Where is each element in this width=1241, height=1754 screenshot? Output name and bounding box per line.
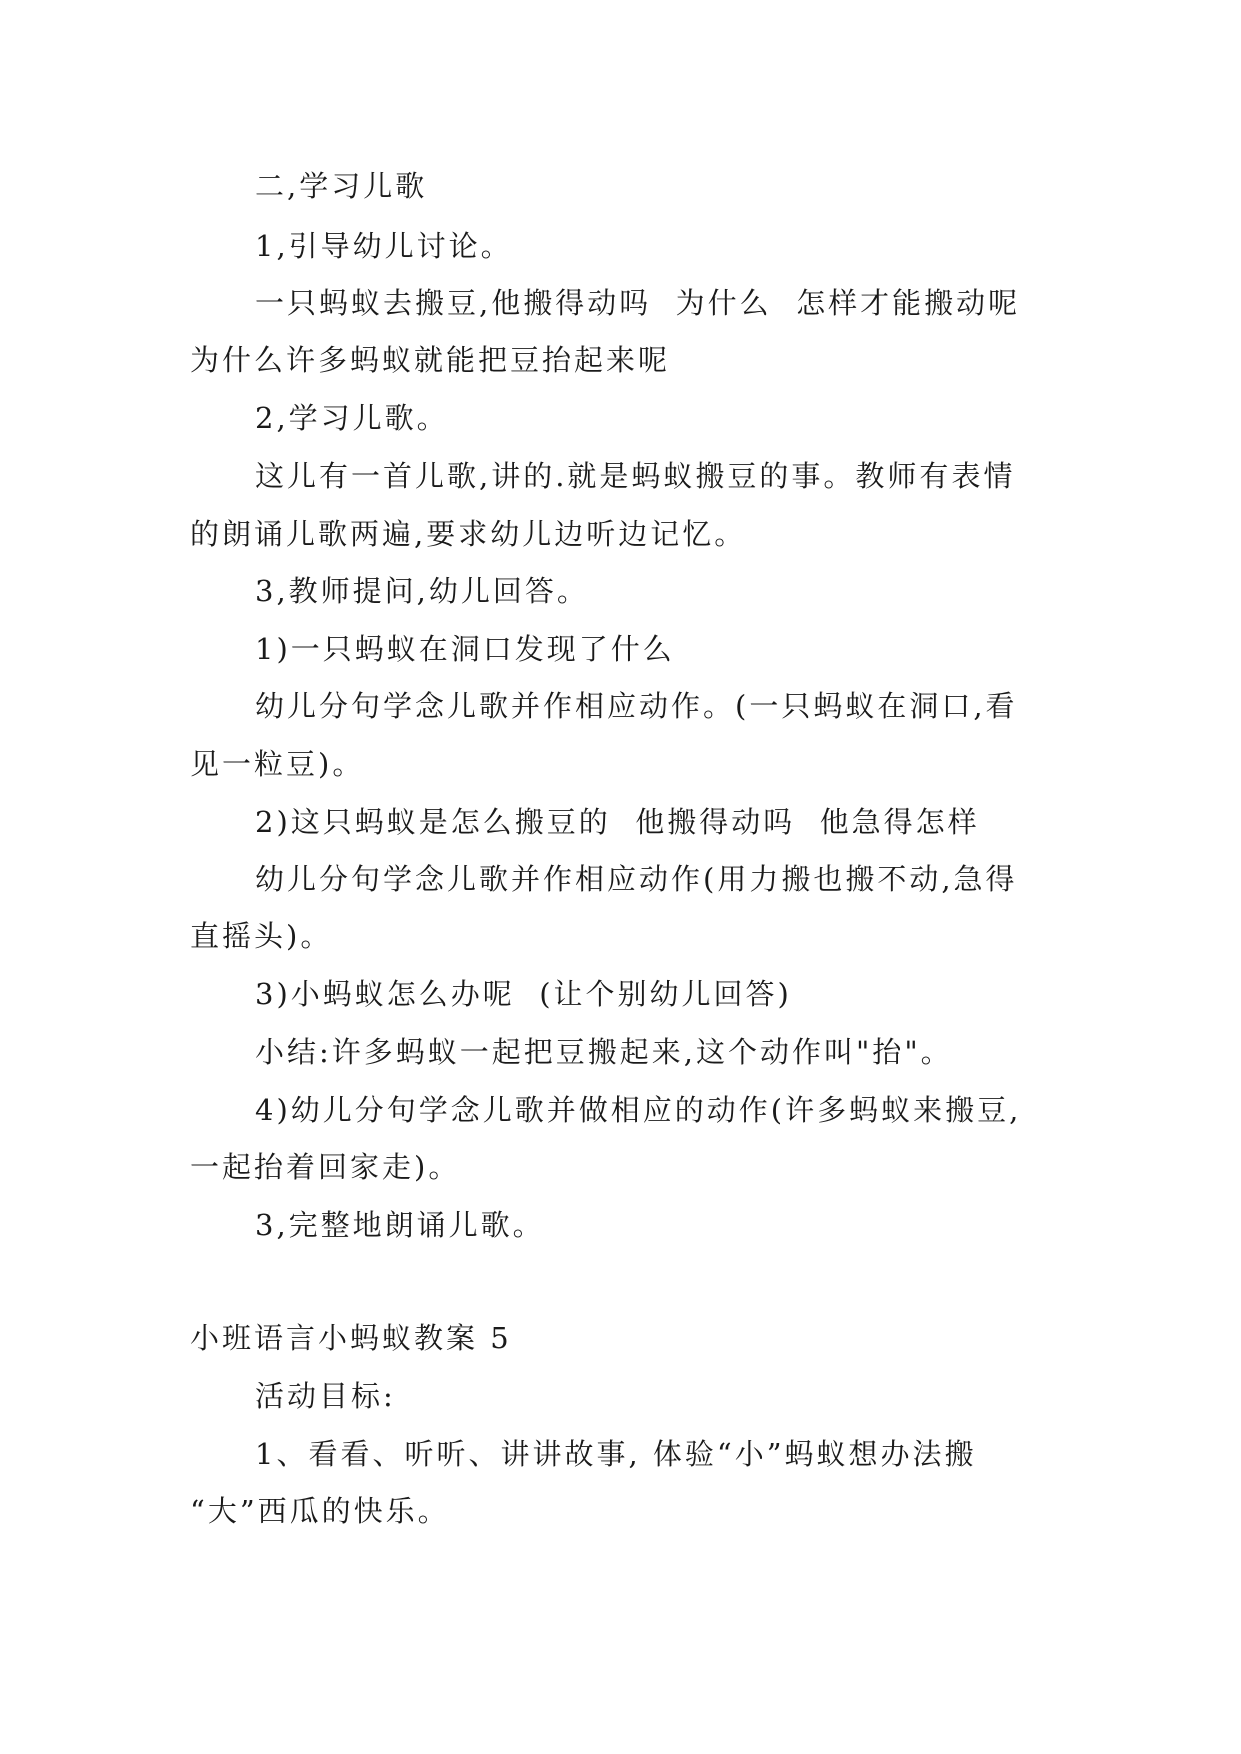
paragraph-line: 2)这只蚂蚁是怎么搬豆的 他搬得动吗 他急得怎样 bbox=[255, 805, 980, 839]
section-heading: 小班语言小蚂蚁教案 5 bbox=[190, 1321, 512, 1355]
paragraph-line: 为什么许多蚂蚁就能把豆抬起来呢 bbox=[190, 343, 671, 377]
paragraph-line: 直摇头)。 bbox=[190, 919, 333, 953]
paragraph-line: 3,完整地朗诵儿歌。 bbox=[255, 1208, 545, 1242]
paragraph-line: 1,引导幼儿讨论。 bbox=[255, 229, 513, 263]
paragraph-line: 活动目标: bbox=[255, 1379, 396, 1413]
paragraph-line: 的朗诵儿歌两遍,要求幼儿边听边记忆。 bbox=[190, 517, 747, 551]
paragraph-line: 3,教师提问,幼儿回答。 bbox=[255, 574, 589, 608]
paragraph-line: 一只蚂蚁去搬豆,他搬得动吗 为什么 怎样才能搬动呢 bbox=[255, 286, 1021, 320]
paragraph-line: 4)幼儿分句学念儿歌并做相应的动作(许多蚂蚁来搬豆, bbox=[255, 1093, 1022, 1127]
paragraph-line: 二,学习儿歌 bbox=[255, 169, 428, 203]
paragraph-line: 2,学习儿歌。 bbox=[255, 401, 449, 435]
paragraph-line: 1、看看、听听、讲讲故事, 体验“小”蚂蚁想办法搬 bbox=[255, 1437, 977, 1471]
paragraph-line: “大”西瓜的快乐。 bbox=[190, 1494, 450, 1528]
paragraph-line: 幼儿分句学念儿歌并作相应动作。(一只蚂蚁在洞口,看 bbox=[255, 689, 1018, 723]
paragraph-line: 3)小蚂蚁怎么办呢 (让个别幼儿回答) bbox=[255, 977, 792, 1011]
paragraph-line: 幼儿分句学念儿歌并作相应动作(用力搬也搬不动,急得 bbox=[255, 862, 1018, 896]
paragraph-line: 一起抬着回家走)。 bbox=[190, 1150, 461, 1184]
paragraph-line: 见一粒豆)。 bbox=[190, 747, 365, 781]
paragraph-line: 小结:许多蚂蚁一起把豆搬起来,这个动作叫"抬"。 bbox=[255, 1035, 953, 1069]
paragraph-line: 1)一只蚂蚁在洞口发现了什么 bbox=[255, 632, 675, 666]
paragraph-line: 这儿有一首儿歌,讲的.就是蚂蚁搬豆的事。教师有表情 bbox=[255, 459, 1016, 493]
